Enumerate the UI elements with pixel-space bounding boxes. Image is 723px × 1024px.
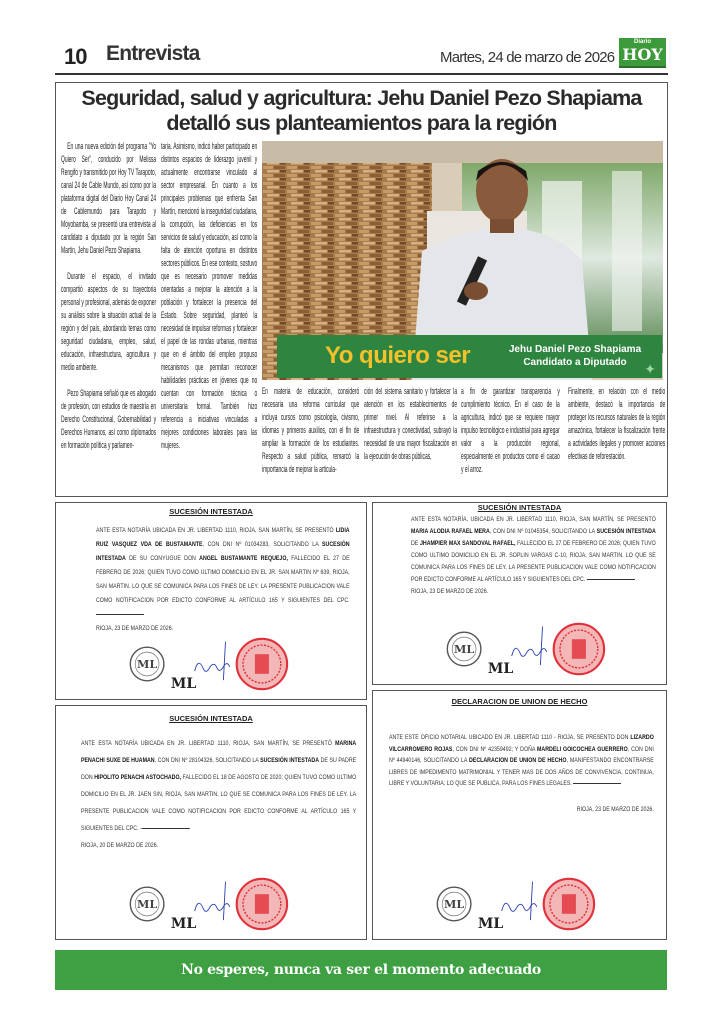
svg-text:ML: ML xyxy=(477,915,504,932)
notice-place-date: RIOJA, 20 DE MARZO DE 2026. xyxy=(81,842,159,849)
notice-text: DE xyxy=(411,540,420,547)
svg-text:ML: ML xyxy=(487,660,514,677)
paragraph: En una nueva edición del programa "Yo Quiero Ser", conducido por Melissa Rengifo y transmitido por Hoy TV Tarapoto, canal 24 de Cable Mundo, así como por la plataforma digital del Diario Hoy Canal 24 de Cablemundo para Tarapoto y Moyobamba, se presentó una entrevista al candidato a diputado por la región San Martín, Jehu Daniel Pezo Shapiama. xyxy=(61,141,157,256)
notice-title: SUCESIÓN INTESTADA xyxy=(169,507,253,516)
notice-place-date: RIOJA, 23 DE MARZO DE 2026. xyxy=(411,588,489,595)
svg-text:ML: ML xyxy=(170,675,197,692)
notary-logo xyxy=(488,661,513,677)
red-stamp-icon xyxy=(554,624,604,674)
signature-icon xyxy=(502,882,537,921)
article-column-2 xyxy=(161,140,257,452)
legal-notice-2 xyxy=(372,502,667,685)
notice-text: ANTE ESTE OFICIO NOTARIAL UBICADO EN JR. LIBERTAD 1110 - RIOJA, SE PRESENTO DON xyxy=(389,734,631,741)
notary-seal-icon xyxy=(447,632,481,666)
diario-hoy-logo xyxy=(619,38,666,68)
notice-title: DECLARACION DE UNION DE HECHO xyxy=(451,697,588,706)
logo-big-text: HOY xyxy=(622,45,663,64)
issue-date: Martes, 24 de marzo de 2026 xyxy=(440,49,615,66)
rule-line xyxy=(96,614,144,615)
paragraph: a fin de garantizar transparencia y cumplimiento técnico. En el caso de la agricultura, indicó que se requiere mayor impulso tecnológico e industrial para agregar valor a la producción regional, especialmente en productos como el cacao y el arroz. xyxy=(461,386,560,475)
paragraph: Durante el espacio, el invitado compartió aspectos de su trayectoria personal y profesional, además de exponer su análisis sobre la situación actual de la región y del país, abordando temas como seguridad ciudadana, empleo, salud, educación, infraestructura, agricultura y medio ambiente. xyxy=(61,271,157,373)
rule-line xyxy=(587,579,635,580)
signature-icon xyxy=(512,627,547,666)
notice-bold-text: LIZARDO VILCARROMERO ROJAS xyxy=(389,734,654,753)
article-headline xyxy=(60,86,663,136)
notice-text: , CON DNI Nº 28104326, SOLICITANDO LA xyxy=(154,757,261,764)
notary-seals xyxy=(443,621,607,677)
notice-bold-text: MARINA PENACHI SUXE DE HUAMAN xyxy=(81,740,357,764)
notice-body xyxy=(411,514,656,598)
logo-small-text: Diario xyxy=(633,39,651,45)
notice-text: ANTE ESTA NOTARÍA UBICADA EN JR. LIBERTAD 1110, RIOJA, SAN MARTÍN, SE PRESENTÓ xyxy=(96,527,336,534)
paragraph: taria. Asimismo, indicó haber participado en distintos espacios de liderazgo juvenil y actualmente encontrarse vinculado al sector empresarial. En cuanto a los principales problemas que enfrenta San Martín, mencionó la inseguridad ciudadana, la corrupción, las deficiencias en los servicios de salud y educación, así como la falta de atención oportuna en distintos sectores públicos. En ese contexto, sostuvo que es necesario promover medidas orientadas a mejorar la atención a la población y fortalecer la presencia del Estado. Sobre seguridad, planteó la necesidad de impulsar reformas y fortalecer el papel de las rondas urbanas, mientras que en el ámbito del empleo propuso mecanismos que permitan reconocer habilidades prácticas en jóvenes que no cuentan con formación técnica o universitaria formal. También hizo referencia a iniciativas vinculadas a mejores condiciones laborales para las mujeres. xyxy=(161,141,258,451)
notice-text: , CON DNI Nº 01034283, SOLICITANDO LA xyxy=(202,541,323,548)
rule-line xyxy=(142,828,190,829)
notary-seal-icon xyxy=(437,887,471,921)
svg-text:ML: ML xyxy=(170,915,197,932)
notice-title: SUCESIÓN INTESTADA xyxy=(169,714,253,723)
notice-bold-text: JHAMPIER MAX SANDOVAL RAFAEL, xyxy=(419,540,516,547)
notice-text: DE SU PADRE DON xyxy=(81,757,357,781)
headline-line-1: Seguridad, salud y agricultura: Jehu Daniel Pezo Shapiama xyxy=(81,86,642,110)
notary-logo xyxy=(171,916,196,932)
notary-signature-block xyxy=(443,621,607,682)
article-column-5 xyxy=(461,385,560,476)
article-column-1 xyxy=(61,140,156,452)
notice-bold-text: SUCESIÓN INTESTADA xyxy=(96,541,350,562)
notice-text: ANTE ESTA NOTARÍA UBICADA EN JR. LIBERTAD 1110, RIOJA, SAN MARTÍN, SE PRESENTÓ xyxy=(81,740,336,747)
notice-bold-text: ANGEL BUSTAMANTE REQUEJO, xyxy=(199,555,288,562)
notice-text: FALLECIDO EL 27 DE FEBRERO DE 2026; QUIEN TUVO COMO ULTIMO DOMICILIO EN EL JR. SAN MARTIN Nº 639, RIOJA, SAN MARTIN. LO QUE SE COMUNICA PARA LOS FINES DE LEY. LA PRESENTE PUBLICACION VALE COMO NOTIFICACION POR EDICTO CONFORME AL ARTÍCULO 165 Y SIGUIENTES DEL CPC. xyxy=(96,555,350,604)
notice-bold-text: DECLARACION DE UNION DE HECHO xyxy=(469,757,567,764)
program-banner xyxy=(277,335,662,378)
notary-signature-block xyxy=(433,876,597,937)
sparkle-icon: ✦ xyxy=(644,361,656,377)
notice-body xyxy=(389,732,654,815)
paragraph: Pezo Shapiama señaló que es abogado de profesión, con estudios de maestría en Derecho Constitucional, Gobernabilidad y Derechos Humanos, así como diplomados en formación política y parlamen- xyxy=(61,388,157,451)
headline-line-2: detalló sus planteamientos para la región xyxy=(166,111,557,135)
notice-text: , CON DNI Nº 01045354, SOLICITANDO LA xyxy=(489,528,597,535)
notice-text: , MANIFESTANDO ENCONTRARSE LIBRES DE IMPEDIMENTO MATRIMONIAL Y TENER MAS DE DOS AÑOS DE CONVIVENCIA, CONTINUA, LIBRE Y VOLUNTARIA; LO QUE SE PUBLICA, PARA LOS FINES LEGALES. xyxy=(389,757,654,787)
footer-slogan-banner xyxy=(55,950,667,990)
notary-signature-block xyxy=(126,876,290,937)
footer-slogan: No esperes, nunca va ser el momento adecuado xyxy=(181,962,541,978)
notice-bold-text: HIPOLITO PENACHI ASTOCHADO, xyxy=(94,774,182,781)
signature-icon xyxy=(195,642,230,681)
red-stamp-icon xyxy=(237,879,287,929)
notice-body xyxy=(96,524,350,636)
svg-text:ML: ML xyxy=(136,897,158,912)
svg-text:ML: ML xyxy=(136,657,158,672)
red-stamp-icon xyxy=(544,879,594,929)
notice-place-date: RIOJA, 23 DE MARZO DE 2026. xyxy=(576,805,654,813)
notice-text: ANTE ESTA NOTARÍA, UBICADA EN JR. LIBERTAD 1110, RIOJA, SAN MARTÍN, SE PRESENTÓ xyxy=(411,516,656,523)
notice-title: SUCESIÓN INTESTADA xyxy=(477,503,562,512)
notice-bold-text: LIDIA RUIZ VASQUEZ VDA DE BUSTAMANTE xyxy=(96,527,350,548)
notary-seals xyxy=(433,876,597,932)
legal-notice-1 xyxy=(55,502,367,700)
candidate-name: Jehu Daniel Pezo Shapiama xyxy=(508,344,642,355)
legal-notice-3 xyxy=(55,705,367,940)
legal-notice-4 xyxy=(372,690,667,940)
paragraph: En materia de educación, consideró necesaria una reforma curricular que incluya cursos como psicología, civismo, idiomas y primeros auxilios, con el fin de ampliar la formación de los estudiantes. Respecto a salud pública, remarcó la importancia de mejorar la articula- xyxy=(262,386,360,475)
svg-text:ML: ML xyxy=(453,642,475,657)
notary-logo xyxy=(171,676,196,692)
red-stamp-icon xyxy=(237,639,287,689)
notice-text: DE SU CONYUGUE DON xyxy=(125,555,200,562)
notice-place-date: RIOJA, 23 DE MARZO DE 2026. xyxy=(96,625,174,632)
article-column-3 xyxy=(262,385,359,476)
notary-logo xyxy=(478,916,503,932)
notice-bold-text: MARIA ALODIA RAFAEL MERA xyxy=(411,528,490,535)
program-name: Yo quiero ser xyxy=(325,342,471,369)
page-number: 10 xyxy=(64,44,87,69)
notice-bold-text: SUCESIÓN INTESTADA xyxy=(596,528,656,535)
header-rule xyxy=(55,73,668,75)
notice-bold-text: MARDELI GOICOCHEA GUERRERO xyxy=(537,745,628,753)
notice-text: , CON DNI Nº 44940146, SOLICITANDO LA xyxy=(389,745,654,764)
notice-text: FALLECIDO EL 27 DE FEBRERO DE 2026; QUIEN TUVO COMO ULTIMO DOMICILIO EN EL JR. SOPLIN VARGAS C-10, RIOJA, SAN MARTIN. LO QUE SE COMUNICA PARA LOS FINES DE LEY. LA PRESENTE PUBLICACION VALE COMO NOTIFICACION POR EDICTO CONFORME AL ARTÍCULO 165 Y SIGUIENTES DEL CPC. xyxy=(411,540,656,583)
notice-text: , CON DNI Nº 42359492; Y DOÑA xyxy=(452,745,538,753)
notice-body xyxy=(81,735,356,854)
notary-seal-icon xyxy=(130,887,164,921)
notice-text: FALLECIDO EL 18 DE AGOSTO DE 2020; QUIEN TUVO COMO ULTIMO DOMICILIO EN EL JR. JAEN S/N, RIOJA, SAN MARTIN. LO QUE SE COMUNICA PARA LOS FINES DE LEY. LA PRESENTE PUBLICACION VALE COMO NOTIFICACION POR EDICTO CONFORME AL ARTÍCULO 165 Y SIGUIENTES DEL CPC. - xyxy=(81,774,357,832)
rule-line xyxy=(573,783,621,784)
notary-signature-block xyxy=(126,636,290,697)
notary-seals xyxy=(126,636,290,692)
candidate-role: Candidato a Diputado xyxy=(523,357,627,368)
section-title: Entrevista xyxy=(106,42,200,65)
svg-text:ML: ML xyxy=(443,897,465,912)
signature-icon xyxy=(195,882,230,921)
notary-seals xyxy=(126,876,290,932)
article-column-6 xyxy=(568,385,665,463)
paragraph: ción del sistema sanitario y fortalecer la atención en los establecimientos de primer nivel. Al referirse a la infraestructura y conectividad, subrayó la necesidad de una mayor fiscalización en la ejecución de obras públicas, xyxy=(364,386,458,462)
paragraph: Finalmente, en relación con el medio ambiente, destacó la importancia de proteger los recursos naturales de la región amazónica, fortalecer la fiscalización frente a actividades ilegales y promover acciones efectivas de reforestación. xyxy=(568,386,666,462)
notary-seal-icon xyxy=(130,647,164,681)
article-column-4 xyxy=(364,385,457,463)
notice-bold-text: SUCESIÓN INTESTADA xyxy=(260,757,320,764)
